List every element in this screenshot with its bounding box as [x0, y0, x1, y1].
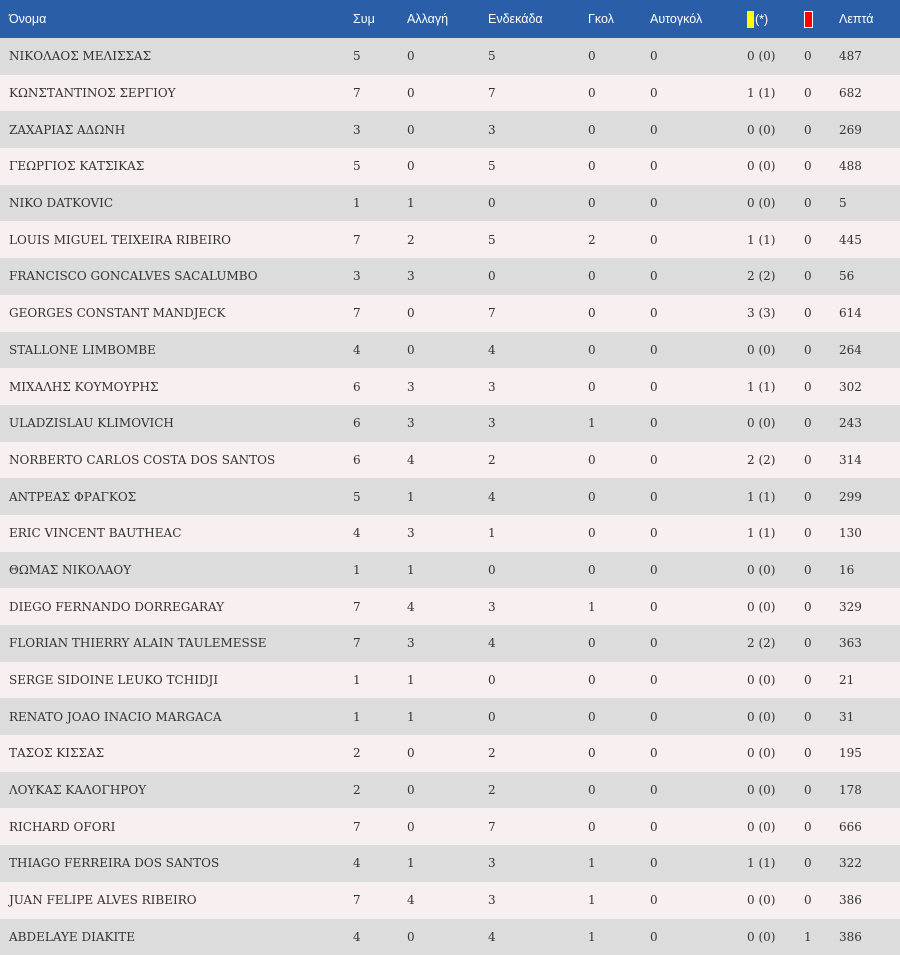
table-row — [0, 75, 900, 112]
header-red-cards[interactable] — [804, 0, 839, 38]
apps-cell: 7 — [353, 882, 407, 919]
sub-cell: 1 — [407, 552, 488, 589]
starts-cell: 7 — [488, 75, 588, 112]
header-goals[interactable]: Γκολ — [588, 0, 650, 38]
red-cards-cell: 0 — [804, 882, 839, 919]
table-row — [0, 662, 900, 699]
table-row — [0, 919, 900, 955]
red-cards-cell: 0 — [804, 148, 839, 185]
apps-cell: 7 — [353, 295, 407, 332]
own-goals-cell: 0 — [650, 332, 747, 369]
table-body — [0, 38, 900, 955]
sub-cell: 1 — [407, 698, 488, 735]
minutes-cell: 21 — [839, 662, 900, 699]
yellow-cards-cell: 0 (0) — [747, 111, 804, 148]
sub-cell: 0 — [407, 148, 488, 185]
goals-cell: 0 — [588, 332, 650, 369]
goals-cell: 1 — [588, 588, 650, 625]
apps-cell: 1 — [353, 185, 407, 222]
minutes-cell: 130 — [839, 515, 900, 552]
sub-cell: 3 — [407, 368, 488, 405]
goals-cell: 0 — [588, 808, 650, 845]
own-goals-cell: 0 — [650, 442, 747, 479]
starts-cell: 1 — [488, 515, 588, 552]
goals-cell: 0 — [588, 185, 650, 222]
sub-cell: 3 — [407, 625, 488, 662]
goals-cell: 0 — [588, 75, 650, 112]
sub-cell: 1 — [407, 845, 488, 882]
goals-cell: 0 — [588, 111, 650, 148]
minutes-cell: 31 — [839, 698, 900, 735]
minutes-cell: 243 — [839, 405, 900, 442]
starts-cell: 3 — [488, 845, 588, 882]
red-cards-cell: 0 — [804, 368, 839, 405]
goals-cell: 1 — [588, 919, 650, 955]
starts-cell: 7 — [488, 295, 588, 332]
red-cards-cell: 0 — [804, 772, 839, 809]
minutes-cell: 682 — [839, 75, 900, 112]
header-minutes[interactable]: Λεπτά — [839, 0, 900, 38]
own-goals-cell: 0 — [650, 258, 747, 295]
starts-cell: 3 — [488, 111, 588, 148]
minutes-cell: 302 — [839, 368, 900, 405]
goals-cell: 0 — [588, 295, 650, 332]
header-name[interactable]: Όνομα — [0, 0, 353, 38]
apps-cell: 4 — [353, 919, 407, 955]
minutes-cell: 487 — [839, 38, 900, 75]
red-cards-cell: 0 — [804, 111, 839, 148]
apps-cell: 5 — [353, 478, 407, 515]
own-goals-cell: 0 — [650, 515, 747, 552]
apps-cell: 1 — [353, 698, 407, 735]
header-sub[interactable]: Αλλαγή — [407, 0, 488, 38]
yellow-cards-cell: 0 (0) — [747, 808, 804, 845]
red-cards-cell: 0 — [804, 75, 839, 112]
player-name-cell: NIKO DATKOVIC — [0, 185, 353, 222]
yellow-cards-cell: 1 (1) — [747, 515, 804, 552]
apps-cell: 7 — [353, 588, 407, 625]
starts-cell: 3 — [488, 588, 588, 625]
sub-cell: 0 — [407, 75, 488, 112]
own-goals-cell: 0 — [650, 478, 747, 515]
yellow-cards-cell: 1 (1) — [747, 368, 804, 405]
yellow-cards-cell: 0 (0) — [747, 148, 804, 185]
table-row — [0, 258, 900, 295]
red-cards-cell: 0 — [804, 185, 839, 222]
minutes-cell: 178 — [839, 772, 900, 809]
table-row — [0, 478, 900, 515]
sub-cell: 1 — [407, 185, 488, 222]
sub-cell: 3 — [407, 515, 488, 552]
header-row — [0, 0, 900, 38]
yellow-cards-cell: 0 (0) — [747, 38, 804, 75]
minutes-cell: 322 — [839, 845, 900, 882]
yellow-cards-cell: 1 (1) — [747, 75, 804, 112]
table-row — [0, 698, 900, 735]
apps-cell: 3 — [353, 258, 407, 295]
minutes-cell: 329 — [839, 588, 900, 625]
sub-cell: 0 — [407, 735, 488, 772]
apps-cell: 7 — [353, 221, 407, 258]
player-name-cell: ERIC VINCENT BAUTHEAC — [0, 515, 353, 552]
minutes-cell: 269 — [839, 111, 900, 148]
header-yellow-cards[interactable] — [747, 0, 804, 38]
sub-cell: 0 — [407, 808, 488, 845]
player-name-cell: THIAGO FERREIRA DOS SANTOS — [0, 845, 353, 882]
red-cards-cell: 0 — [804, 478, 839, 515]
minutes-cell: 445 — [839, 221, 900, 258]
apps-cell: 2 — [353, 772, 407, 809]
minutes-cell: 195 — [839, 735, 900, 772]
apps-cell: 4 — [353, 332, 407, 369]
table-row — [0, 295, 900, 332]
yellow-cards-cell: 1 (1) — [747, 478, 804, 515]
apps-cell: 7 — [353, 808, 407, 845]
yellow-card-suffix: (*) — [755, 12, 768, 26]
player-name-cell: FRANCISCO GONCALVES SACALUMBO — [0, 258, 353, 295]
table-row — [0, 552, 900, 589]
own-goals-cell: 0 — [650, 588, 747, 625]
starts-cell: 7 — [488, 808, 588, 845]
own-goals-cell: 0 — [650, 552, 747, 589]
red-cards-cell: 0 — [804, 405, 839, 442]
header-apps[interactable]: Συμ — [353, 0, 407, 38]
minutes-cell: 614 — [839, 295, 900, 332]
table-row — [0, 515, 900, 552]
table-row — [0, 845, 900, 882]
player-name-cell: ΖΑΧΑΡΙΑΣ ΑΔΩΝΗ — [0, 111, 353, 148]
starts-cell: 4 — [488, 919, 588, 955]
goals-cell: 0 — [588, 515, 650, 552]
player-name-cell: RENATO JOAO INACIO MARGACA — [0, 698, 353, 735]
red-cards-cell: 0 — [804, 735, 839, 772]
minutes-cell: 299 — [839, 478, 900, 515]
red-cards-cell: 0 — [804, 442, 839, 479]
sub-cell: 4 — [407, 442, 488, 479]
red-cards-cell: 0 — [804, 588, 839, 625]
red-cards-cell: 0 — [804, 515, 839, 552]
own-goals-cell: 0 — [650, 75, 747, 112]
table-row — [0, 148, 900, 185]
starts-cell: 5 — [488, 38, 588, 75]
sub-cell: 1 — [407, 478, 488, 515]
minutes-cell: 264 — [839, 332, 900, 369]
sub-cell: 0 — [407, 111, 488, 148]
apps-cell: 1 — [353, 552, 407, 589]
own-goals-cell: 0 — [650, 808, 747, 845]
yellow-cards-cell: 2 (2) — [747, 258, 804, 295]
player-name-cell: JUAN FELIPE ALVES RIBEIRO — [0, 882, 353, 919]
own-goals-cell: 0 — [650, 662, 747, 699]
starts-cell: 0 — [488, 185, 588, 222]
red-cards-cell: 1 — [804, 919, 839, 955]
sub-cell: 3 — [407, 405, 488, 442]
table-row — [0, 588, 900, 625]
sub-cell: 4 — [407, 588, 488, 625]
own-goals-cell: 0 — [650, 405, 747, 442]
player-name-cell: ΘΩΜΑΣ ΝΙΚΟΛΑΟΥ — [0, 552, 353, 589]
goals-cell: 0 — [588, 38, 650, 75]
player-name-cell: ΤΑΣΟΣ ΚΙΣΣΑΣ — [0, 735, 353, 772]
own-goals-cell: 0 — [650, 111, 747, 148]
minutes-cell: 16 — [839, 552, 900, 589]
minutes-cell: 5 — [839, 185, 900, 222]
table-row — [0, 772, 900, 809]
goals-cell: 2 — [588, 221, 650, 258]
yellow-cards-cell: 0 (0) — [747, 405, 804, 442]
starts-cell: 0 — [488, 662, 588, 699]
sub-cell: 0 — [407, 295, 488, 332]
sub-cell: 0 — [407, 332, 488, 369]
minutes-cell: 56 — [839, 258, 900, 295]
yellow-cards-cell: 0 (0) — [747, 735, 804, 772]
starts-cell: 0 — [488, 552, 588, 589]
sub-cell: 1 — [407, 662, 488, 699]
table-row — [0, 185, 900, 222]
minutes-cell: 386 — [839, 919, 900, 955]
player-name-cell: STALLONE LIMBOMBE — [0, 332, 353, 369]
apps-cell: 5 — [353, 38, 407, 75]
sub-cell: 3 — [407, 258, 488, 295]
minutes-cell: 386 — [839, 882, 900, 919]
own-goals-cell: 0 — [650, 882, 747, 919]
starts-cell: 5 — [488, 148, 588, 185]
goals-cell: 1 — [588, 882, 650, 919]
starts-cell: 0 — [488, 258, 588, 295]
player-name-cell: ΑΝΤΡΕΑΣ ΦΡΑΓΚΟΣ — [0, 478, 353, 515]
header-own-goals[interactable]: Αυτογκόλ — [650, 0, 747, 38]
sub-cell: 2 — [407, 221, 488, 258]
red-cards-cell: 0 — [804, 552, 839, 589]
yellow-cards-cell: 1 (1) — [747, 221, 804, 258]
goals-cell: 0 — [588, 552, 650, 589]
own-goals-cell: 0 — [650, 625, 747, 662]
yellow-cards-cell: 0 (0) — [747, 698, 804, 735]
starts-cell: 5 — [488, 221, 588, 258]
apps-cell: 6 — [353, 442, 407, 479]
starts-cell: 3 — [488, 882, 588, 919]
starts-cell: 3 — [488, 405, 588, 442]
apps-cell: 4 — [353, 845, 407, 882]
starts-cell: 2 — [488, 442, 588, 479]
own-goals-cell: 0 — [650, 295, 747, 332]
red-cards-cell: 0 — [804, 845, 839, 882]
yellow-cards-cell: 0 (0) — [747, 588, 804, 625]
yellow-cards-cell: 0 (0) — [747, 332, 804, 369]
player-name-cell: SERGE SIDOINE LEUKO TCHIDJI — [0, 662, 353, 699]
yellow-cards-cell: 0 (0) — [747, 882, 804, 919]
red-cards-cell: 0 — [804, 662, 839, 699]
red-cards-cell: 0 — [804, 38, 839, 75]
player-name-cell: ΜΙΧΑΛΗΣ ΚΟΥΜΟΥΡΗΣ — [0, 368, 353, 405]
minutes-cell: 488 — [839, 148, 900, 185]
player-name-cell: ΝΙΚΟΛΑΟΣ ΜΕΛΙΣΣΑΣ — [0, 38, 353, 75]
table-row — [0, 38, 900, 75]
red-cards-cell: 0 — [804, 332, 839, 369]
player-name-cell: GEORGES CONSTANT MANDJECK — [0, 295, 353, 332]
header-starts[interactable]: Ενδεκάδα — [488, 0, 588, 38]
red-cards-cell: 0 — [804, 625, 839, 662]
minutes-cell: 314 — [839, 442, 900, 479]
red-cards-cell: 0 — [804, 698, 839, 735]
minutes-cell: 666 — [839, 808, 900, 845]
yellow-cards-cell: 0 (0) — [747, 919, 804, 955]
starts-cell: 4 — [488, 625, 588, 662]
apps-cell: 7 — [353, 625, 407, 662]
apps-cell: 6 — [353, 368, 407, 405]
red-cards-cell: 0 — [804, 295, 839, 332]
table-row — [0, 808, 900, 845]
yellow-cards-cell: 2 (2) — [747, 442, 804, 479]
goals-cell: 0 — [588, 442, 650, 479]
apps-cell: 7 — [353, 75, 407, 112]
goals-cell: 0 — [588, 148, 650, 185]
player-name-cell: DIEGO FERNANDO DORREGARAY — [0, 588, 353, 625]
yellow-cards-cell: 3 (3) — [747, 295, 804, 332]
goals-cell: 1 — [588, 845, 650, 882]
starts-cell: 2 — [488, 735, 588, 772]
apps-cell: 6 — [353, 405, 407, 442]
red-card-icon — [804, 11, 813, 28]
starts-cell: 0 — [488, 698, 588, 735]
own-goals-cell: 0 — [650, 221, 747, 258]
sub-cell: 0 — [407, 38, 488, 75]
goals-cell: 0 — [588, 368, 650, 405]
player-name-cell: ΓΕΩΡΓΙΟΣ ΚΑΤΣΙΚΑΣ — [0, 148, 353, 185]
player-name-cell: ΚΩΝΣΤΑΝΤΙΝΟΣ ΣΕΡΓΙΟΥ — [0, 75, 353, 112]
own-goals-cell: 0 — [650, 698, 747, 735]
sub-cell: 0 — [407, 919, 488, 955]
goals-cell: 0 — [588, 478, 650, 515]
apps-cell: 3 — [353, 111, 407, 148]
starts-cell: 4 — [488, 478, 588, 515]
table-header — [0, 0, 900, 38]
red-cards-cell: 0 — [804, 221, 839, 258]
table-row — [0, 405, 900, 442]
apps-cell: 2 — [353, 735, 407, 772]
player-name-cell: NORBERTO CARLOS COSTA DOS SANTOS — [0, 442, 353, 479]
yellow-cards-cell: 0 (0) — [747, 662, 804, 699]
goals-cell: 0 — [588, 625, 650, 662]
player-name-cell: FLORIAN THIERRY ALAIN TAULEMESSE — [0, 625, 353, 662]
yellow-card-icon — [747, 11, 754, 28]
player-name-cell: LOUIS MIGUEL TEIXEIRA RIBEIRO — [0, 221, 353, 258]
goals-cell: 0 — [588, 258, 650, 295]
starts-cell: 4 — [488, 332, 588, 369]
own-goals-cell: 0 — [650, 185, 747, 222]
yellow-cards-cell: 0 (0) — [747, 185, 804, 222]
table-row — [0, 368, 900, 405]
own-goals-cell: 0 — [650, 919, 747, 955]
starts-cell: 2 — [488, 772, 588, 809]
goals-cell: 0 — [588, 735, 650, 772]
yellow-cards-cell: 0 (0) — [747, 772, 804, 809]
goals-cell: 0 — [588, 662, 650, 699]
yellow-cards-cell: 1 (1) — [747, 845, 804, 882]
minutes-cell: 363 — [839, 625, 900, 662]
table-row — [0, 111, 900, 148]
red-cards-cell: 0 — [804, 258, 839, 295]
player-name-cell: ΛΟΥΚΑΣ ΚΑΛΟΓΗΡΟΥ — [0, 772, 353, 809]
starts-cell: 3 — [488, 368, 588, 405]
own-goals-cell: 0 — [650, 735, 747, 772]
yellow-cards-cell: 0 (0) — [747, 552, 804, 589]
player-name-cell: ABDELAYE DIAKITE — [0, 919, 353, 955]
table-row — [0, 442, 900, 479]
player-name-cell: ULADZISLAU KLIMOVICH — [0, 405, 353, 442]
apps-cell: 4 — [353, 515, 407, 552]
own-goals-cell: 0 — [650, 368, 747, 405]
goals-cell: 0 — [588, 698, 650, 735]
player-name-cell: RICHARD OFORI — [0, 808, 353, 845]
own-goals-cell: 0 — [650, 38, 747, 75]
apps-cell: 5 — [353, 148, 407, 185]
goals-cell: 1 — [588, 405, 650, 442]
sub-cell: 0 — [407, 772, 488, 809]
yellow-cards-cell: 2 (2) — [747, 625, 804, 662]
table-row — [0, 735, 900, 772]
sub-cell: 4 — [407, 882, 488, 919]
own-goals-cell: 0 — [650, 148, 747, 185]
table-row — [0, 221, 900, 258]
table-row — [0, 882, 900, 919]
own-goals-cell: 0 — [650, 845, 747, 882]
red-cards-cell: 0 — [804, 808, 839, 845]
own-goals-cell: 0 — [650, 772, 747, 809]
table-row — [0, 332, 900, 369]
goals-cell: 0 — [588, 772, 650, 809]
apps-cell: 1 — [353, 662, 407, 699]
table-row — [0, 625, 900, 662]
